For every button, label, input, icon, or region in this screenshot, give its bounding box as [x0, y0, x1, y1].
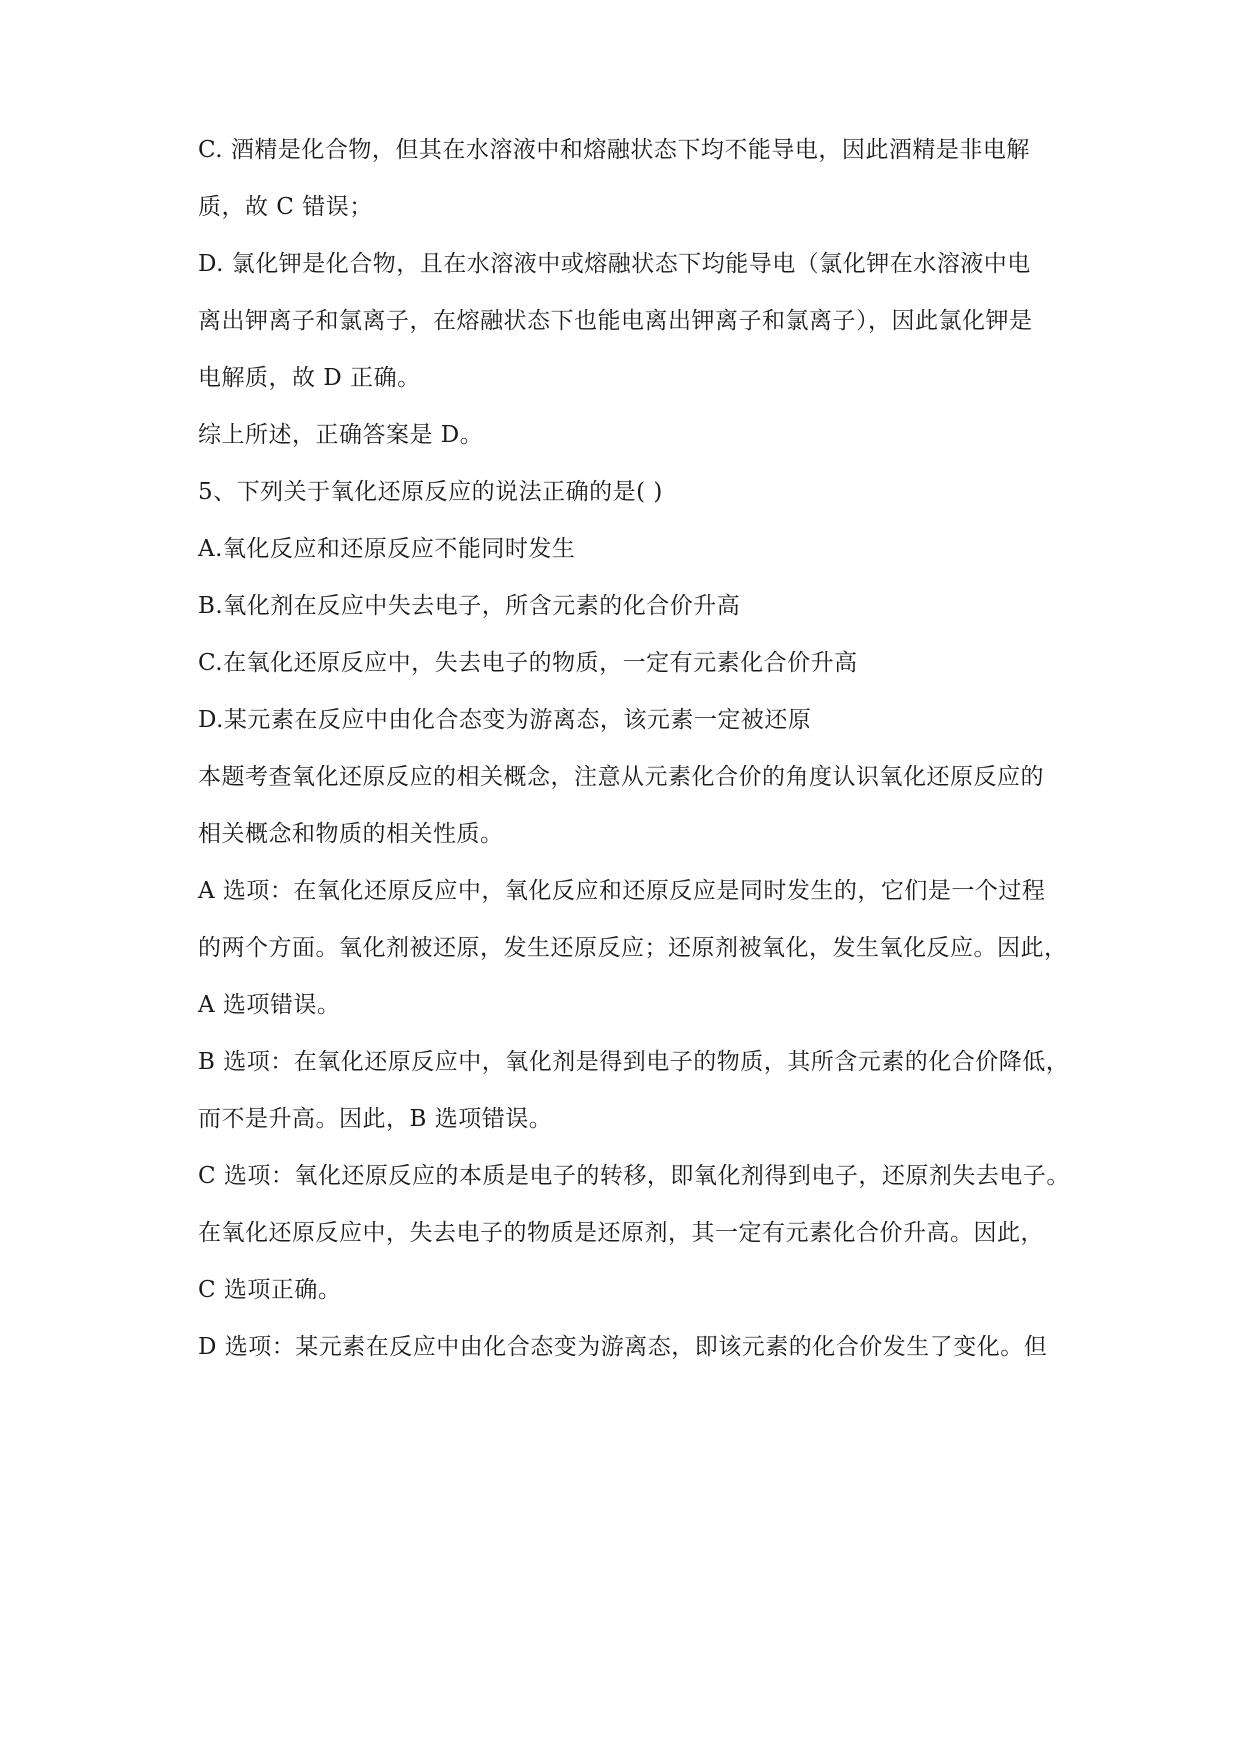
text-line: B 选项：在氧化还原反应中，氧化剂是得到电子的物质，其所含元素的化合价降低， [198, 1049, 1070, 1075]
text-line: C. 酒精是化合物，但其在水溶液中和熔融状态下均不能导电，因此酒精是非电解 [198, 137, 1030, 163]
text-line: 在氧化还原反应中，失去电子的物质是还原剂，其一定有元素化合价升高。因此， [198, 1220, 1044, 1246]
text-line: C 选项正确。 [198, 1277, 342, 1303]
text-line: 电解质，故 D 正确。 [198, 365, 421, 391]
text-line: D. 氯化钾是化合物，且在水溶液中或熔融状态下均能导电（氯化钾在水溶液中电 [198, 251, 1031, 277]
text-line: 离出钾离子和氯离子，在熔融状态下也能电离出钾离子和氯离子），因此氯化钾是 [198, 308, 1033, 334]
text-line: 相关概念和物质的相关性质。 [198, 821, 504, 847]
text-line: 本题考查氧化还原反应的相关概念，注意从元素化合价的角度认识氧化还原反应的 [198, 764, 1044, 790]
text-line: 而不是升高。因此，B 选项错误。 [198, 1106, 553, 1132]
question-heading: 5、下列关于氧化还原反应的说法正确的是( ) [198, 479, 663, 505]
text-line: D 选项：某元素在反应中由化合态变为游离态，即该元素的化合价发生了变化。但 [198, 1334, 1048, 1360]
text-line: A 选项：在氧化还原反应中，氧化反应和还原反应是同时发生的，它们是一个过程 [198, 878, 1046, 904]
text-line: C 选项：氧化还原反应的本质是电子的转移，即氧化剂得到电子，还原剂失去电子。 [198, 1163, 1070, 1189]
text-line: 综上所述，正确答案是 D。 [198, 422, 484, 448]
text-line: 质，故 C 错误； [198, 194, 373, 220]
option-d: D.某元素在反应中由化合态变为游离态，该元素一定被还原 [198, 707, 812, 733]
option-a: A.氧化反应和还原反应不能同时发生 [198, 536, 576, 562]
text-line: A 选项错误。 [198, 992, 341, 1018]
text-line: 的两个方面。氧化剂被还原，发生还原反应；还原剂被氧化，发生氧化反应。因此， [198, 935, 1068, 961]
option-b: B.氧化剂在反应中失去电子，所含元素的化合价升高 [198, 593, 741, 619]
option-c: C.在氧化还原反应中，失去电子的物质，一定有元素化合价升高 [198, 650, 858, 676]
